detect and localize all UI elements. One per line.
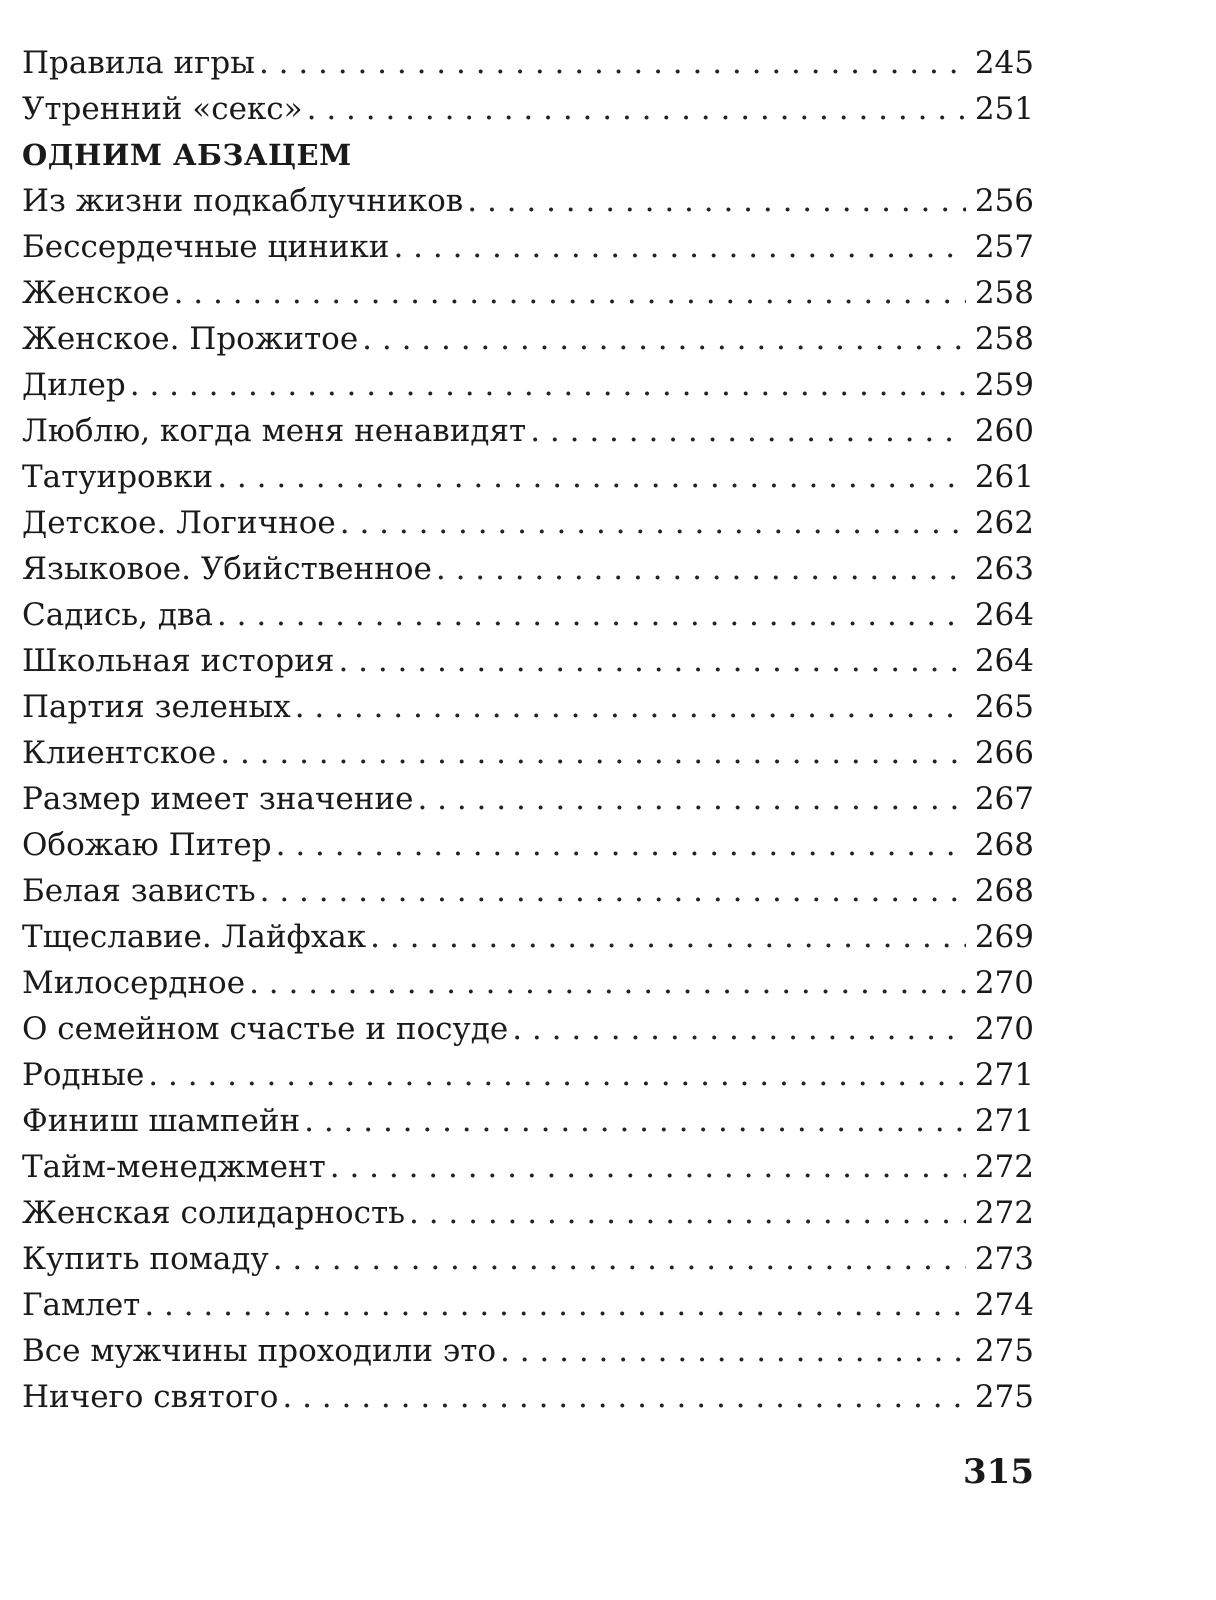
toc-entry-title: Все мужчины проходили это [22, 1333, 497, 1369]
toc-entry [22, 822, 1034, 868]
toc-entry-title: Языковое. Убийственное [22, 551, 432, 587]
toc-entry-title: Белая зависть [22, 873, 256, 909]
toc-entry-page: 261 [974, 459, 1034, 495]
dot-leader [249, 960, 966, 1006]
table-of-contents [22, 40, 1034, 1420]
toc-entries-top [22, 40, 1034, 132]
toc-entry-title: Размер имеет значение [22, 781, 414, 817]
toc-entry-page: 272 [974, 1149, 1034, 1185]
toc-entry-title: Правила игры [22, 45, 255, 81]
toc-entry-page: 264 [974, 643, 1034, 679]
dot-leader [340, 500, 966, 546]
toc-entry [22, 1328, 1034, 1374]
dot-leader [144, 1282, 966, 1328]
toc-entry [22, 914, 1034, 960]
toc-entry [22, 960, 1034, 1006]
toc-entry-page: 270 [974, 1011, 1034, 1047]
toc-entry [22, 638, 1034, 684]
dot-leader [259, 40, 966, 86]
toc-entry-page: 275 [974, 1379, 1034, 1415]
section-heading: ОДНИМ АБЗАЦЕМ [22, 138, 352, 172]
toc-entry-title: Обожаю Питер [22, 827, 272, 863]
toc-entry-title: Купить помаду [22, 1241, 269, 1277]
toc-entries [22, 178, 1034, 1420]
dot-leader [217, 454, 966, 500]
toc-entry [22, 868, 1034, 914]
toc-entry-page: 268 [974, 873, 1034, 909]
toc-entry-title: Тщеславие. Лайфхак [22, 919, 367, 955]
toc-entry-page: 269 [974, 919, 1034, 955]
dot-leader [282, 1374, 966, 1420]
toc-entry [22, 1006, 1034, 1052]
toc-entry [22, 40, 1034, 86]
dot-leader [273, 1236, 966, 1282]
toc-entry-title: Клиентское [22, 735, 217, 771]
toc-entry-page: 251 [974, 91, 1034, 127]
toc-entry [22, 270, 1034, 316]
dot-leader [260, 868, 966, 914]
dot-leader [362, 316, 966, 362]
toc-entry-page: 258 [974, 321, 1034, 357]
toc-entry-page: 262 [974, 505, 1034, 541]
dot-leader [512, 1006, 966, 1052]
toc-entry-title: Бессердечные циники [22, 229, 390, 265]
toc-entry-title: Партия зеленых [22, 689, 291, 725]
toc-entry-page: 245 [974, 45, 1034, 81]
dot-leader [436, 546, 966, 592]
toc-entry-title: Гамлет [22, 1287, 141, 1323]
toc-entry-title: Женское [22, 275, 170, 311]
dot-leader [467, 178, 966, 224]
toc-entry [22, 776, 1034, 822]
toc-entry [22, 1374, 1034, 1420]
toc-entry-page: 274 [974, 1287, 1034, 1323]
toc-entry-page: 273 [974, 1241, 1034, 1277]
toc-entry-title: Женская солидарность [22, 1195, 405, 1231]
toc-entry [22, 1052, 1034, 1098]
dot-leader [295, 684, 966, 730]
dot-leader [217, 592, 966, 638]
dot-leader [338, 638, 966, 684]
toc-entry-title: Люблю, когда меня ненавидят [22, 413, 527, 449]
toc-entry-title: О семейном счастье и посуде [22, 1011, 509, 1047]
toc-entry [22, 1282, 1034, 1328]
toc-entry-page: 268 [974, 827, 1034, 863]
dot-leader [220, 730, 966, 776]
toc-entry [22, 1236, 1034, 1282]
toc-entry-page: 256 [974, 183, 1034, 219]
toc-entry [22, 1190, 1034, 1236]
toc-entry [22, 224, 1034, 270]
dot-leader [409, 1190, 966, 1236]
dot-leader [307, 86, 966, 132]
toc-entry [22, 1144, 1034, 1190]
toc-entry [22, 86, 1034, 132]
dot-leader [130, 362, 966, 408]
toc-entry [22, 730, 1034, 776]
toc-entry-page: 263 [974, 551, 1034, 587]
toc-entry-title: Татуировки [22, 459, 214, 495]
toc-entry-page: 257 [974, 229, 1034, 265]
toc-entry-title: Детское. Логичное [22, 505, 336, 541]
toc-entry-title: Садись, два [22, 597, 213, 633]
toc-entry-page: 271 [974, 1057, 1034, 1093]
dot-leader [393, 224, 966, 270]
toc-entry-page: 275 [974, 1333, 1034, 1369]
dot-leader [148, 1052, 966, 1098]
toc-entry-title: Милосердное [22, 965, 246, 1001]
toc-entry [22, 362, 1034, 408]
dot-leader [330, 1144, 966, 1190]
toc-entry-page: 267 [974, 781, 1034, 817]
toc-entry [22, 178, 1034, 224]
toc-entry [22, 1098, 1034, 1144]
toc-entry [22, 684, 1034, 730]
toc-entry [22, 316, 1034, 362]
toc-entry-title: Женское. Прожитое [22, 321, 359, 357]
toc-entry-page: 265 [974, 689, 1034, 725]
dot-leader [417, 776, 966, 822]
toc-entry-page: 271 [974, 1103, 1034, 1139]
toc-entry-page: 259 [974, 367, 1034, 403]
toc-entry-page: 264 [974, 597, 1034, 633]
toc-entry [22, 454, 1034, 500]
dot-leader [174, 270, 966, 316]
toc-entry-page: 270 [974, 965, 1034, 1001]
toc-entry-title: Родные [22, 1057, 145, 1093]
dot-leader [530, 408, 966, 454]
dot-leader [276, 822, 966, 868]
toc-entry-page: 260 [974, 413, 1034, 449]
toc-entry [22, 546, 1034, 592]
toc-entry-title: Тайм-менеджмент [22, 1149, 326, 1185]
toc-entry-page: 258 [974, 275, 1034, 311]
toc-entry-title: Из жизни подкаблучников [22, 183, 464, 219]
toc-entry [22, 408, 1034, 454]
toc-entry-page: 266 [974, 735, 1034, 771]
toc-entry [22, 500, 1034, 546]
dot-leader [370, 914, 966, 960]
toc-entry-page: 272 [974, 1195, 1034, 1231]
toc-entry-title: Дилер [22, 367, 126, 403]
toc-entry-title: Школьная история [22, 643, 335, 679]
page-number: 315 [963, 1452, 1034, 1492]
toc-entry [22, 592, 1034, 638]
dot-leader [500, 1328, 966, 1374]
toc-entry-title: Финиш шампейн [22, 1103, 301, 1139]
toc-entry-title: Утренний «секс» [22, 91, 303, 127]
dot-leader [304, 1098, 966, 1144]
toc-entry-title: Ничего святого [22, 1379, 279, 1415]
